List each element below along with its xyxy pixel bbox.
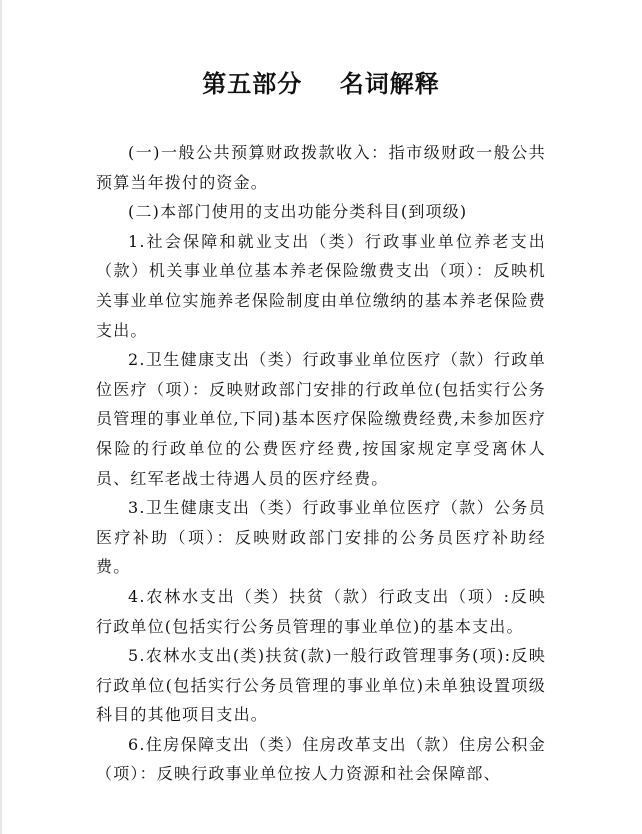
paragraph-item-5-general-admin: 5.农林水支出(类)扶贫(款)一般行政管理事务(项):反映行政单位(包括实行公务员管理的事业单位)未单独设置项级科目的其他项目支出。 — [96, 646, 546, 725]
paragraph-general-budget-income: (一)一般公共预算财政拨款收入：指市级财政一般公共预算当年拨付的资金。 — [96, 143, 546, 192]
document-body — [96, 138, 546, 789]
paragraph-item-3-civil-servant-medical: 3.卫生健康支出（类）行政事业单位医疗（款）公务员医疗补助（项）：反映财政部门安排的公务员医疗补助经费。 — [96, 498, 546, 577]
paragraph-item-6-housing-fund: 6.住房保障支出（类）住房改革支出（款）住房公积金（项）：反映行政事业单位按人力资源和社会保障部、 — [96, 734, 546, 784]
paragraph-item-1-pension: 1.社会保障和就业支出（类）行政事业单位养老支出（款）机关事业单位基本养老保险缴费支出（项）：反映机关事业单位实施养老保险制度由单位缴纳的基本养老保险费支出。 — [96, 231, 546, 340]
paragraph-item-2-medical: 2.卫生健康支出（类）行政事业单位医疗（款）行政单位医疗（项）：反映财政部门安排的行政单位(包括实行公务员管理的事业单位,下同)基本医疗保险缴费经费,未参加医疗保险的行政单位的公费医疗经费,按国家规定享受离休人员、红军老战士待遇人员的医疗经费。 — [96, 350, 547, 488]
page-title: 第五部分 名词解释 — [202, 70, 440, 98]
paragraph-item-4-poverty-admin: 4.农林水支出（类）扶贫（款）行政支出（项）:反映行政单位(包括实行公务员管理的事业单位)的基本支出。 — [96, 586, 546, 636]
paragraph-functional-categories-heading: (二)本部门使用的支出功能分类科目(到项级) — [128, 202, 468, 222]
